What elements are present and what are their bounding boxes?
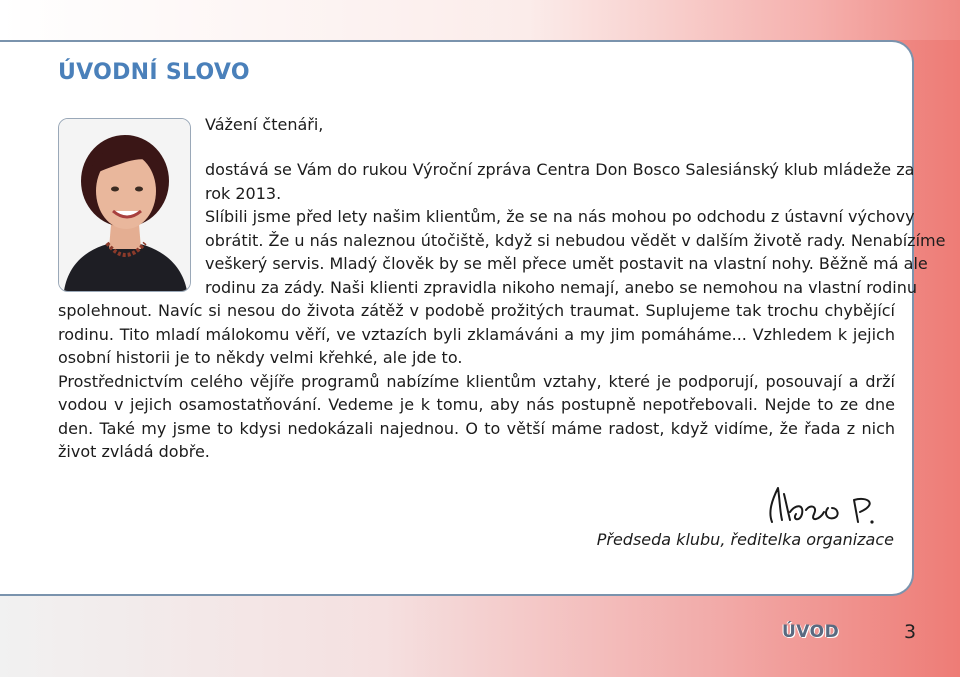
greeting: Vážení čtenáři, <box>205 115 324 134</box>
text-line: vodou v jejich osamostatňování. Vedeme je k tomu, aby nás postupně nepotřebovali. Nejde to ze dne <box>58 395 895 414</box>
text-line: život zvládá dobře. <box>58 442 210 461</box>
text-line: Prostřednictvím celého vějíře programů nabízíme klientům vztahy, které je podporují, posouvají a drží <box>58 371 895 391</box>
text-line: veškerý servis. Mladý člověk by se měl přece umět postavit na vlastní nohy. Běžně má ale <box>205 254 928 273</box>
text-line: rok 2013. <box>205 183 282 203</box>
page-number: 3 <box>904 621 917 643</box>
handwritten-signature <box>750 482 890 528</box>
text-line: Slíbili jsme před lety našim klientům, že se na nás mohou po odchodu z ústavní výchovy <box>205 207 915 226</box>
main-paragraph <box>58 299 895 464</box>
portrait-illustration <box>59 119 190 291</box>
text-line: rodinu. Tito mladí málokomu věří, ve vztazích byli zklamáváni a my jim pomáháme... Vzhledem k jejich <box>58 324 895 344</box>
text-line: spolehnout. Navíc si nesou do života zátěž v podobě prožitých traumat. Suplujeme tak trochu chybějící <box>58 301 895 320</box>
text-line: dostává se Vám do rukou Výroční zpráva Centra Don Bosco Salesiánský klub mládeže za <box>205 160 915 179</box>
signature-caption: Předseda klubu, ředitelka organizace <box>596 530 894 549</box>
page-title: ÚVODNÍ SLOVO <box>58 60 250 85</box>
text-line: den. Také my jsme to kdysi nedokázali najednou. O to větší máme radost, když vidíme, že řada z nich <box>58 418 895 438</box>
footer-section-label: ÚVOD <box>782 622 840 642</box>
header-band <box>0 0 960 40</box>
text-line: rodinu za zády. Naši klienti zpravidla nikoho nemají, anebo se nemohou na vlastní rodinu <box>205 277 917 297</box>
text-line: osobní historii je to někdy velmi křehké, ale jde to. <box>58 348 463 367</box>
intro-paragraph <box>205 158 946 299</box>
text-line: obrátit. Že u nás naleznou útočiště, když si nebudou vědět v dalším životě rady. Nenabízíme <box>205 230 946 250</box>
portrait-photo <box>58 118 191 292</box>
